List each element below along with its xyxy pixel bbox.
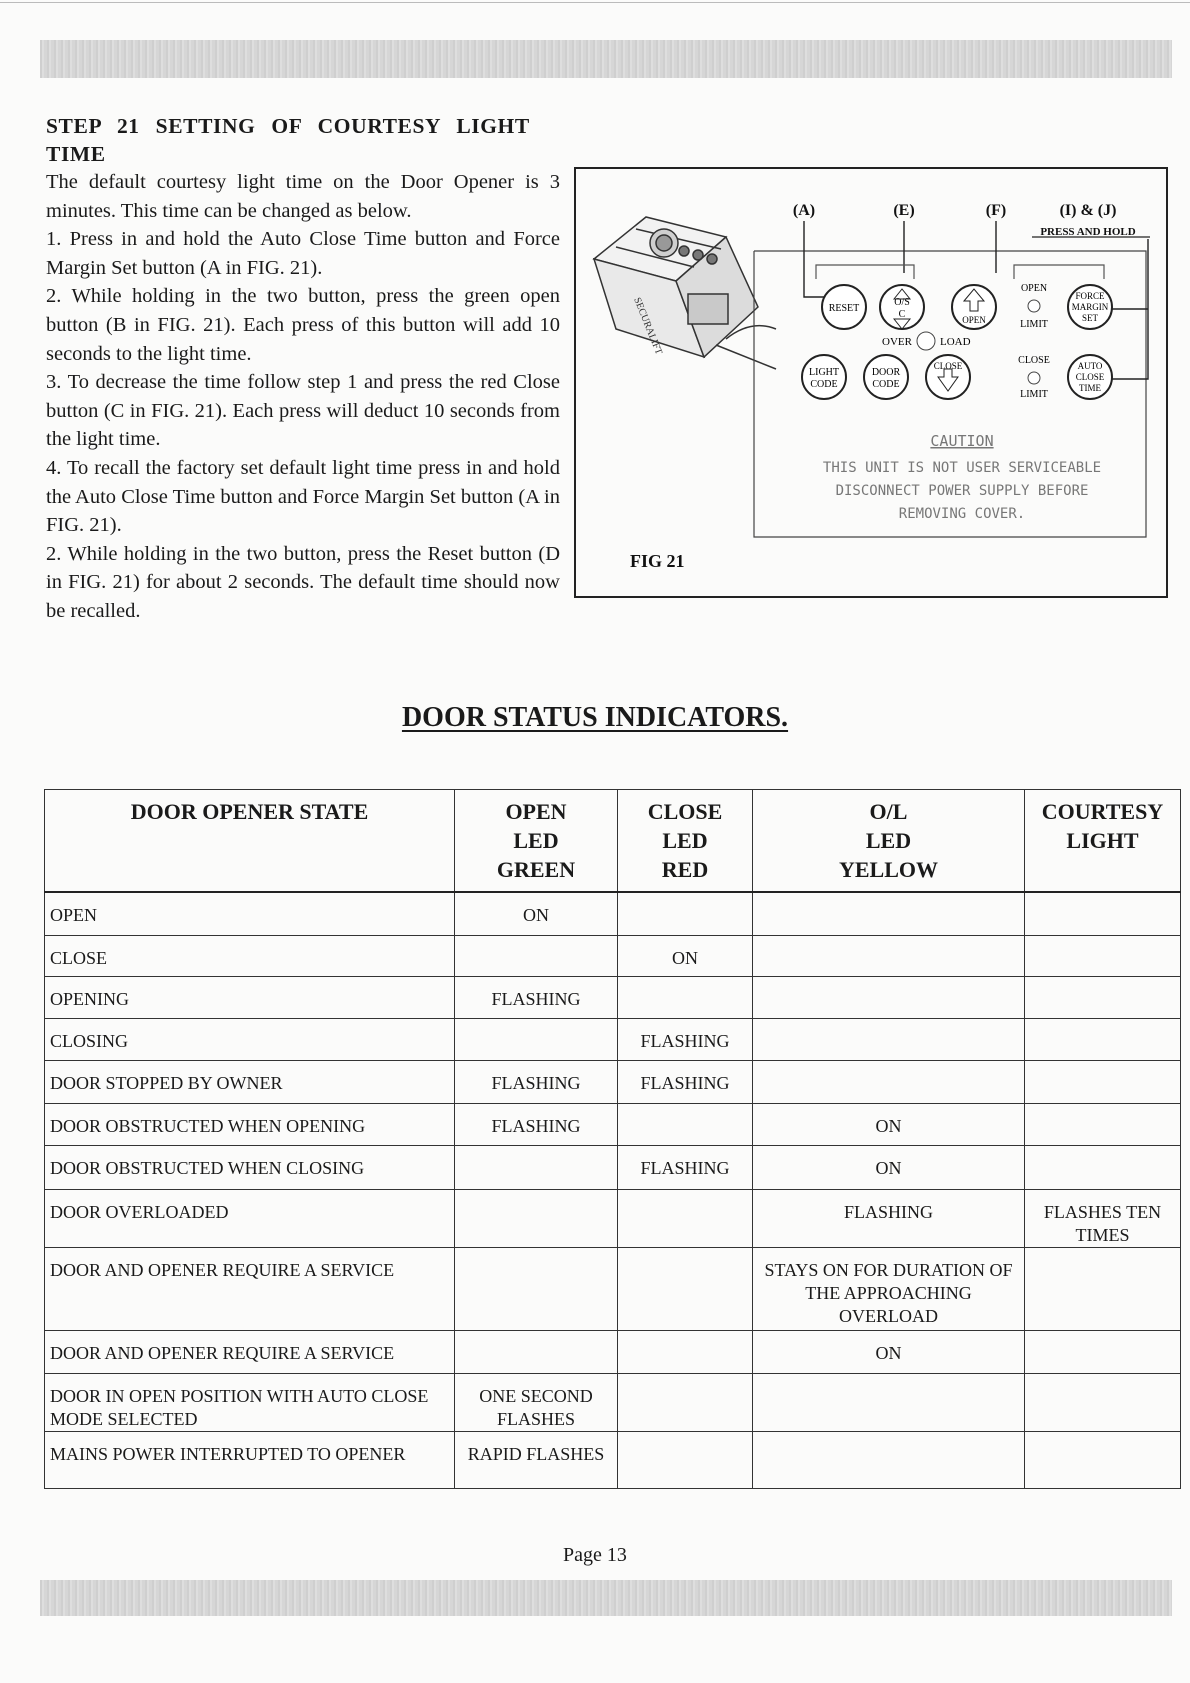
indicator-cell — [1025, 1018, 1181, 1060]
indicator-cell — [618, 892, 753, 935]
caution-line: DISCONNECT POWER SUPPLY BEFORE — [835, 483, 1089, 499]
caution-title: CAUTION — [930, 432, 994, 450]
indicator-cell — [753, 935, 1025, 976]
svg-text:CLOSE: CLOSE — [933, 361, 963, 371]
indicator-cell — [618, 976, 753, 1018]
svg-text:C: C — [898, 309, 906, 320]
column-header-line: O/L — [869, 799, 908, 824]
svg-text:FORCE: FORCE — [1075, 291, 1105, 301]
step-title: STEP 21 SETTING OF COURTESY LIGHT TIME — [46, 114, 530, 166]
open-button — [952, 285, 996, 329]
indicator-cell: FLASHING — [455, 1103, 618, 1145]
state-cell: CLOSING — [45, 1018, 455, 1060]
table-row — [45, 1018, 1181, 1060]
indicator-cell — [1025, 935, 1181, 976]
table-row — [45, 1247, 1181, 1330]
indicator-cell — [618, 1189, 753, 1247]
header-band — [40, 40, 1172, 78]
column-header-line: LED — [865, 828, 912, 853]
open-limit-led — [1028, 300, 1040, 312]
svg-text:OPEN: OPEN — [962, 315, 986, 325]
indicator-cell: FLASHING — [455, 1060, 618, 1103]
state-cell: DOOR STOPPED BY OWNER — [45, 1060, 455, 1103]
column-header-line: DOOR OPENER STATE — [130, 799, 369, 824]
state-cell: DOOR IN OPEN POSITION WITH AUTO CLOSE MODE SELECTED — [45, 1373, 455, 1431]
table-row — [45, 1373, 1181, 1431]
svg-text:SET: SET — [1081, 313, 1099, 323]
svg-text:CLOSE: CLOSE — [1075, 372, 1105, 382]
indicator-cell — [618, 1103, 753, 1145]
svg-text:O/S: O/S — [894, 297, 910, 308]
indicator-cell — [455, 1189, 618, 1247]
svg-text:DOOR: DOOR — [871, 367, 901, 378]
overload-right: LOAD — [940, 336, 971, 348]
indicator-cell — [753, 892, 1025, 935]
table-header-row — [45, 790, 1181, 893]
indicator-cell — [1025, 1145, 1181, 1189]
column-header-line: YELLOW — [838, 857, 939, 882]
column-header-line: CLOSE — [647, 799, 723, 824]
brand-label: SECURALIFT — [631, 296, 665, 357]
overload-led — [917, 332, 935, 350]
state-cell: OPENING — [45, 976, 455, 1018]
indicator-cell: ON — [618, 935, 753, 976]
indicator-cell — [1025, 1103, 1181, 1145]
open-limit-label: OPEN — [1020, 283, 1048, 294]
table-body — [45, 892, 1181, 1488]
indicator-cell: FLASHING — [455, 976, 618, 1018]
table-row — [45, 976, 1181, 1018]
indicator-cell: ON — [753, 1330, 1025, 1373]
table-row — [45, 1330, 1181, 1373]
table-row — [45, 1189, 1181, 1247]
indicator-cell: FLASHING — [618, 1060, 753, 1103]
indicator-cell — [618, 1330, 753, 1373]
column-header-line: GREEN — [496, 857, 576, 882]
indicator-cell: ON — [455, 892, 618, 935]
section-title: DOOR STATUS INDICATORS. — [401, 702, 789, 733]
callout-i-j: (I) & (J) — [1059, 202, 1117, 219]
top-rule — [0, 2, 1190, 3]
column-header — [455, 790, 618, 893]
indicator-cell — [753, 1018, 1025, 1060]
svg-text:CODE: CODE — [872, 379, 900, 390]
indicator-cell — [618, 1431, 753, 1488]
indicator-cell — [1025, 1060, 1181, 1103]
indicator-cell: ON — [753, 1103, 1025, 1145]
close-limit-led — [1028, 372, 1040, 384]
indicator-cell: ONE SECOND FLASHES — [455, 1373, 618, 1431]
step-paragraph: 3. To decrease the time follow step 1 and press the red Close button (C in FIG. 21). Each press will deduct 10 seconds from the light time. — [46, 371, 560, 451]
state-cell: DOOR AND OPENER REQUIRE A SERVICE — [45, 1247, 455, 1330]
light-code-button — [802, 355, 846, 399]
column-header — [45, 790, 455, 893]
indicator-cell — [455, 1145, 618, 1189]
indicator-cell: FLASHING — [618, 1145, 753, 1189]
step-paragraph: 4. To recall the factory set default light time press in and hold the Auto Close Time button and Force Margin Set button (A in FIG. 21). — [46, 456, 560, 537]
door-code-button — [864, 355, 908, 399]
column-header — [753, 790, 1025, 893]
state-cell: OPEN — [45, 892, 455, 935]
force-margin-set-button — [1068, 285, 1112, 329]
column-header — [1025, 790, 1181, 893]
svg-text:CODE: CODE — [810, 379, 838, 390]
state-cell: DOOR AND OPENER REQUIRE A SERVICE — [45, 1330, 455, 1373]
svg-text:RESET: RESET — [828, 303, 860, 314]
auto-close-time-button — [1068, 355, 1112, 399]
callout-labels — [793, 202, 1117, 219]
step-paragraph: 1. Press in and hold the Auto Close Time button and Force Margin Set button (A in FIG. 21). — [46, 228, 560, 279]
column-header-line: LIGHT — [1066, 828, 1139, 853]
indicator-cell: FLASHES TEN TIMES — [1025, 1189, 1181, 1247]
indicator-cell — [1025, 892, 1181, 935]
indicator-cell — [1025, 1373, 1181, 1431]
indicator-cell — [1025, 1247, 1181, 1330]
indicator-cell: ON — [753, 1145, 1025, 1189]
column-header — [618, 790, 753, 893]
door-status-table — [44, 789, 1181, 1489]
close-limit-label: CLOSE — [1018, 355, 1050, 366]
reset-button — [822, 285, 866, 329]
svg-text:LIGHT: LIGHT — [809, 367, 839, 378]
svg-text:TIME: TIME — [1079, 383, 1101, 393]
callout-f: (F) — [985, 202, 1007, 219]
callout-a: (A) — [792, 202, 816, 219]
state-cell: CLOSE — [45, 935, 455, 976]
state-cell: DOOR OBSTRUCTED WHEN OPENING — [45, 1103, 455, 1145]
table-row — [45, 1145, 1181, 1189]
figure-21 — [574, 167, 1168, 598]
column-header-line: LED — [513, 828, 559, 853]
caution-line: REMOVING COVER. — [898, 506, 1026, 522]
table-row — [45, 935, 1181, 976]
indicator-cell — [1025, 1431, 1181, 1488]
indicator-cell: FLASHING — [753, 1189, 1025, 1247]
indicator-cell — [618, 1247, 753, 1330]
column-header-line: COURTESY — [1041, 799, 1164, 824]
indicator-cell — [753, 1060, 1025, 1103]
table-row — [45, 1103, 1181, 1145]
indicator-cell — [455, 935, 618, 976]
indicator-cell — [753, 1373, 1025, 1431]
step-paragraph: The default courtesy light time on the Door Opener is 3 minutes. This time can be changed as below. — [46, 171, 560, 222]
callout-e: (E) — [893, 202, 915, 219]
footer-band — [40, 1580, 1172, 1616]
caution-notice — [823, 432, 1101, 522]
open-limit-sub: LIMIT — [1020, 319, 1048, 330]
figure-caption: FIG 21 — [630, 551, 685, 571]
state-cell: MAINS POWER INTERRUPTED TO OPENER — [45, 1431, 455, 1488]
state-cell: DOOR OVERLOADED — [45, 1189, 455, 1247]
caution-line: THIS UNIT IS NOT USER SERVICEABLE — [822, 460, 1102, 476]
indicator-cell: STAYS ON FOR DURATION OF THE APPROACHING OVERLOAD — [753, 1247, 1025, 1330]
indicator-cell — [753, 976, 1025, 1018]
opener-unit-illustration — [594, 217, 776, 369]
close-limit-sub: LIMIT — [1020, 389, 1048, 400]
indicator-cell: RAPID FLASHES — [455, 1431, 618, 1488]
indicator-cell — [455, 1247, 618, 1330]
indicator-cell — [753, 1431, 1025, 1488]
table-row — [45, 1060, 1181, 1103]
indicator-cell — [1025, 1330, 1181, 1373]
svg-text:AUTO: AUTO — [1077, 361, 1103, 371]
table-row — [45, 892, 1181, 935]
step-paragraph: 2. While holding in the two button, press the Reset button (D in FIG. 21) for about 2 seconds. The default time should now be recalled. — [46, 542, 560, 622]
indicator-cell — [618, 1373, 753, 1431]
close-button — [926, 355, 970, 399]
page-number: Page 13 — [563, 1544, 627, 1566]
step-21-instructions — [46, 112, 560, 626]
press-and-hold-label: PRESS AND HOLD — [1040, 226, 1136, 238]
overload-left: OVER — [882, 336, 912, 348]
column-header-line: OPEN — [505, 799, 567, 824]
indicator-cell: FLASHING — [618, 1018, 753, 1060]
indicator-cell — [455, 1330, 618, 1373]
indicator-cell — [455, 1018, 618, 1060]
osc-button — [880, 285, 924, 329]
step-paragraph: 2. While holding in the two button, press the green open button (B in FIG. 21). Each press of this button will add 10 seconds to the light time. — [46, 285, 560, 365]
column-header-line: RED — [661, 857, 709, 882]
svg-text:MARGIN: MARGIN — [1071, 302, 1109, 312]
table-row — [45, 1431, 1181, 1488]
figure-21-drawing — [576, 169, 1166, 596]
state-cell: DOOR OBSTRUCTED WHEN CLOSING — [45, 1145, 455, 1189]
column-header-line: LED — [662, 828, 708, 853]
indicator-cell — [1025, 976, 1181, 1018]
